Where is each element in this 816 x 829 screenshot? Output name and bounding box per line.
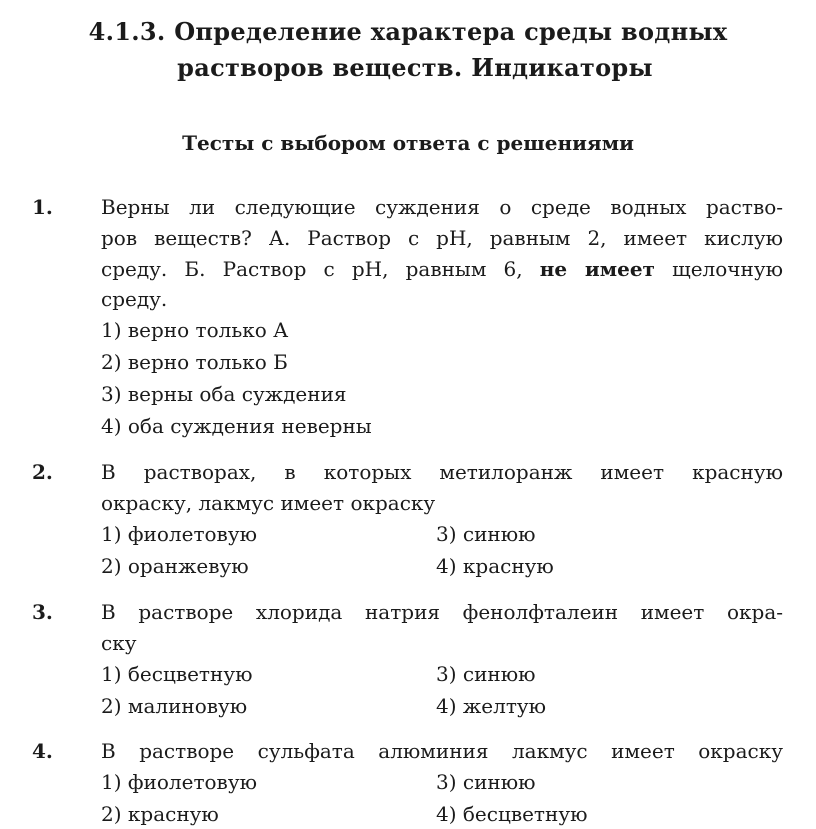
section-title-line1: 4.1.3. Определение характера среды водных	[88, 17, 728, 46]
question-1-text-line4: среду.	[101, 287, 168, 311]
section-title-line2: растворов веществ. Индикаторы	[177, 53, 653, 82]
question-3-option-3: 3) синюю	[436, 662, 536, 686]
question-2-option-1: 1) фиолетовую	[101, 522, 257, 546]
question-3-option-2: 2) малиновую	[101, 694, 248, 718]
question-1-text-line3-start: среду. Б. Раствор с pH, равным 6,	[101, 257, 540, 281]
question-2-text-line2: окраску, лакмус имеет окраску	[101, 491, 436, 515]
question-2-option-4: 4) красную	[436, 554, 554, 578]
question-4-text-line1: В растворе сульфата алюминия лакмус имеет окраску	[101, 739, 783, 763]
question-2-option-3: 3) синюю	[436, 522, 536, 546]
question-2-number: 2.	[32, 460, 53, 484]
question-1-option-1: 1) верно только А	[101, 318, 289, 342]
question-1-text-line2: ров веществ? А. Раствор с pH, равным 2, имеет кислую	[101, 226, 783, 250]
question-4-option-3: 3) синюю	[436, 770, 536, 794]
question-3-text-line2: ску	[101, 631, 137, 655]
question-1-text-line3-end: щелочную	[654, 257, 784, 281]
question-1-text-line3	[101, 254, 783, 284]
question-1-option-3: 3) верны оба суждения	[101, 382, 347, 406]
question-1-option-4: 4) оба суждения неверны	[101, 414, 372, 438]
question-1-option-2: 2) верно только Б	[101, 350, 288, 374]
question-2-option-2: 2) оранжевую	[101, 554, 249, 578]
question-4-number: 4.	[32, 739, 53, 763]
question-4-option-1: 1) фиолетовую	[101, 770, 257, 794]
question-3-option-1: 1) бесцветную	[101, 662, 253, 686]
question-3-option-4: 4) желтую	[436, 694, 547, 718]
question-2-text-line1: В растворах, в которых метилоранж имеет красную	[101, 460, 783, 484]
question-4-option-2: 2) красную	[101, 802, 219, 826]
question-1-emphasis: не имеет	[539, 257, 655, 281]
question-1-text-line1: Верны ли следующие суждения о среде водных раство-	[101, 195, 783, 219]
tests-subheading: Тесты с выбором ответа с решениями	[182, 131, 634, 155]
question-3-number: 3.	[32, 600, 53, 624]
question-1-number: 1.	[32, 195, 53, 219]
question-4-option-4: 4) бесцветную	[436, 802, 588, 826]
question-3-text-line1: В растворе хлорида натрия фенолфталеин имеет окра-	[101, 600, 783, 624]
